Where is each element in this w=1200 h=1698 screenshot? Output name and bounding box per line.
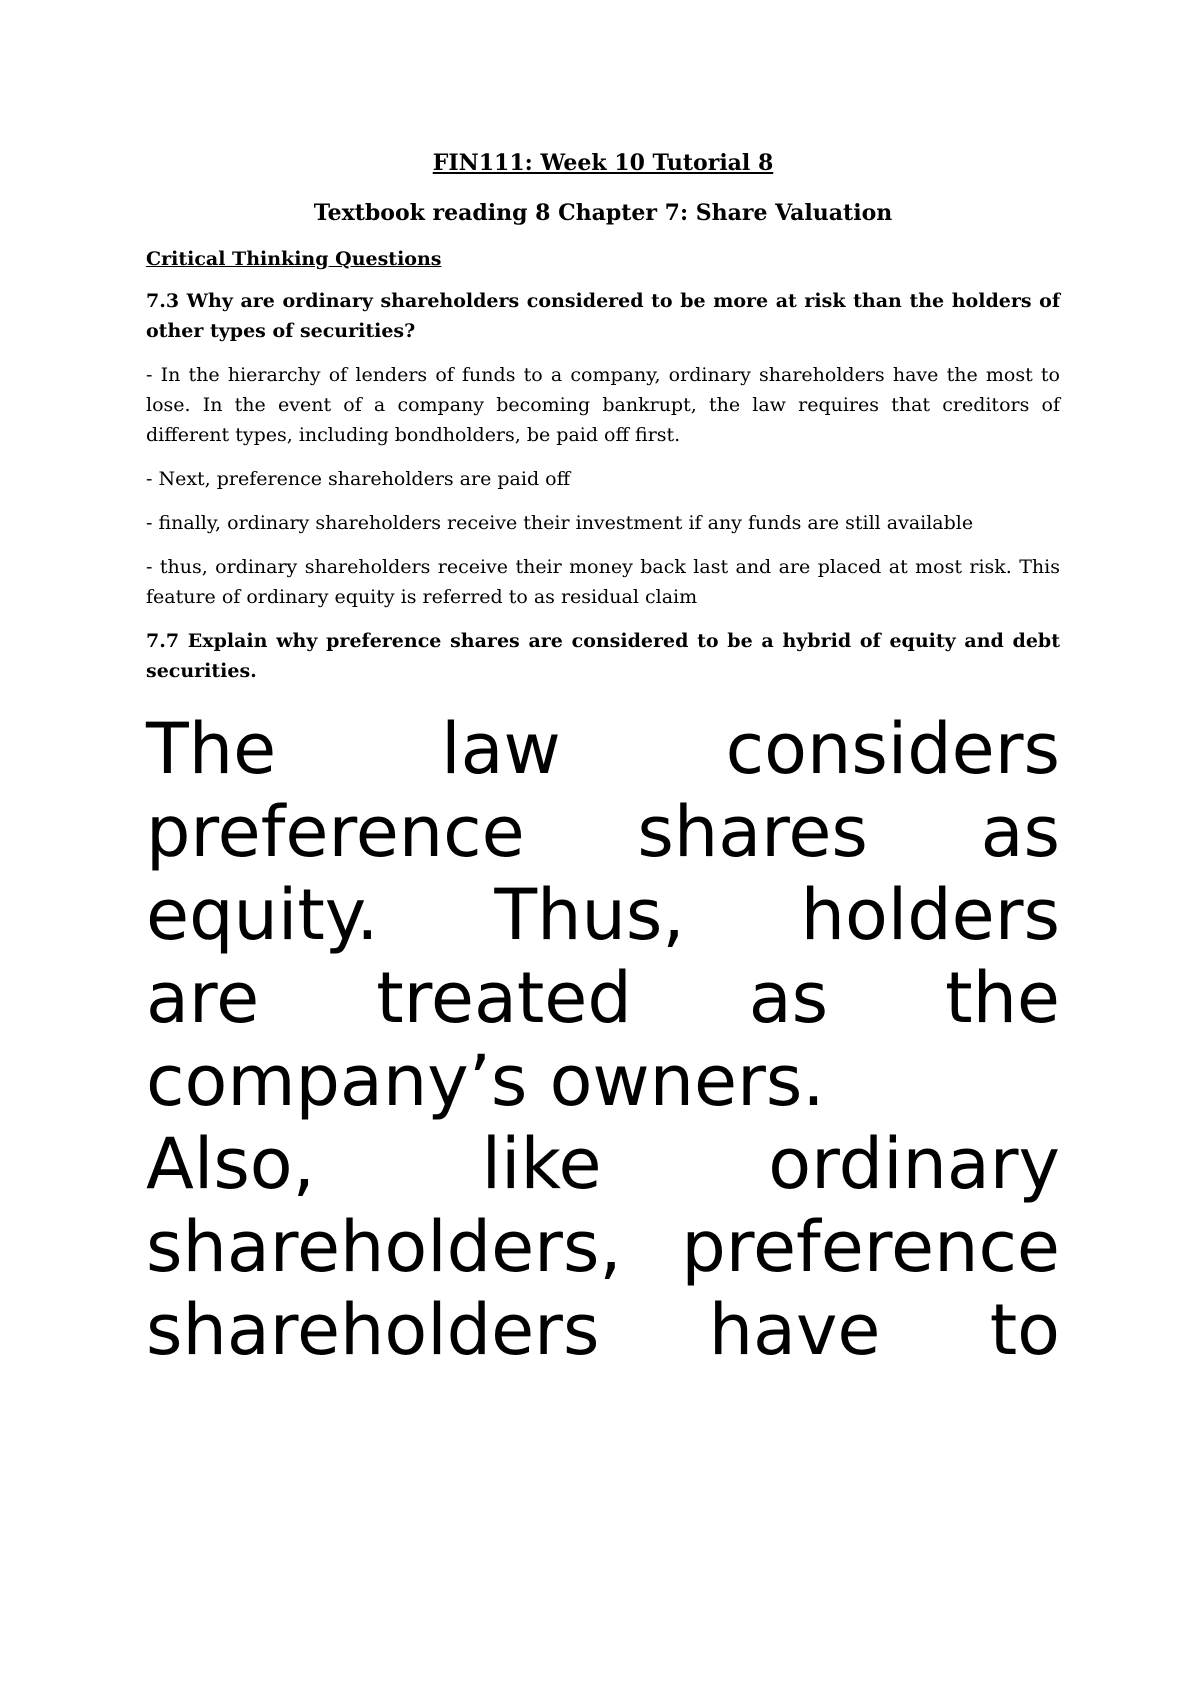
answer-line: shareholders have to: [146, 1289, 1060, 1371]
question-7-7: 7.7 Explain why preference shares are considered to be a hybrid of equity and debt securities.: [146, 630, 1060, 682]
answer-paragraph: - finally, ordinary shareholders receive their investment if any funds are still available: [146, 512, 974, 534]
answer-line: The law considers: [146, 708, 1060, 790]
answer-paragraph: - In the hierarchy of lenders of funds to a company, ordinary shareholders have the most to lose. In the event of a company becoming bankrupt, the law requires that creditors of different types, including bondholders, be paid off first.: [146, 364, 1060, 446]
answer-line: preference shares as: [146, 791, 1060, 873]
answer-line: company’s owners.: [146, 1040, 825, 1122]
section-heading: Critical Thinking Questions: [146, 248, 442, 270]
document-title: FIN111: Week 10 Tutorial 8: [432, 150, 774, 176]
answer-line: Also, like ordinary: [146, 1123, 1060, 1205]
answer-paragraph: - thus, ordinary shareholders receive their money back last and are placed at most risk. This feature of ordinary equity is referred to as residual claim: [146, 556, 1060, 608]
document-body: [146, 148, 1060, 1372]
document-subtitle: Textbook reading 8 Chapter 7: Share Valuation: [313, 200, 893, 226]
answer-7-7-large-text: [146, 708, 1060, 1372]
answer-paragraph: - Next, preference shareholders are paid off: [146, 468, 571, 490]
question-7-3: 7.3 Why are ordinary shareholders considered to be more at risk than the holders of other types of securities?: [146, 290, 1060, 342]
answer-line: equity. Thus, holders: [146, 874, 1060, 956]
answer-line: are treated as the: [146, 957, 1060, 1039]
answer-line: shareholders, preference: [146, 1206, 1060, 1288]
